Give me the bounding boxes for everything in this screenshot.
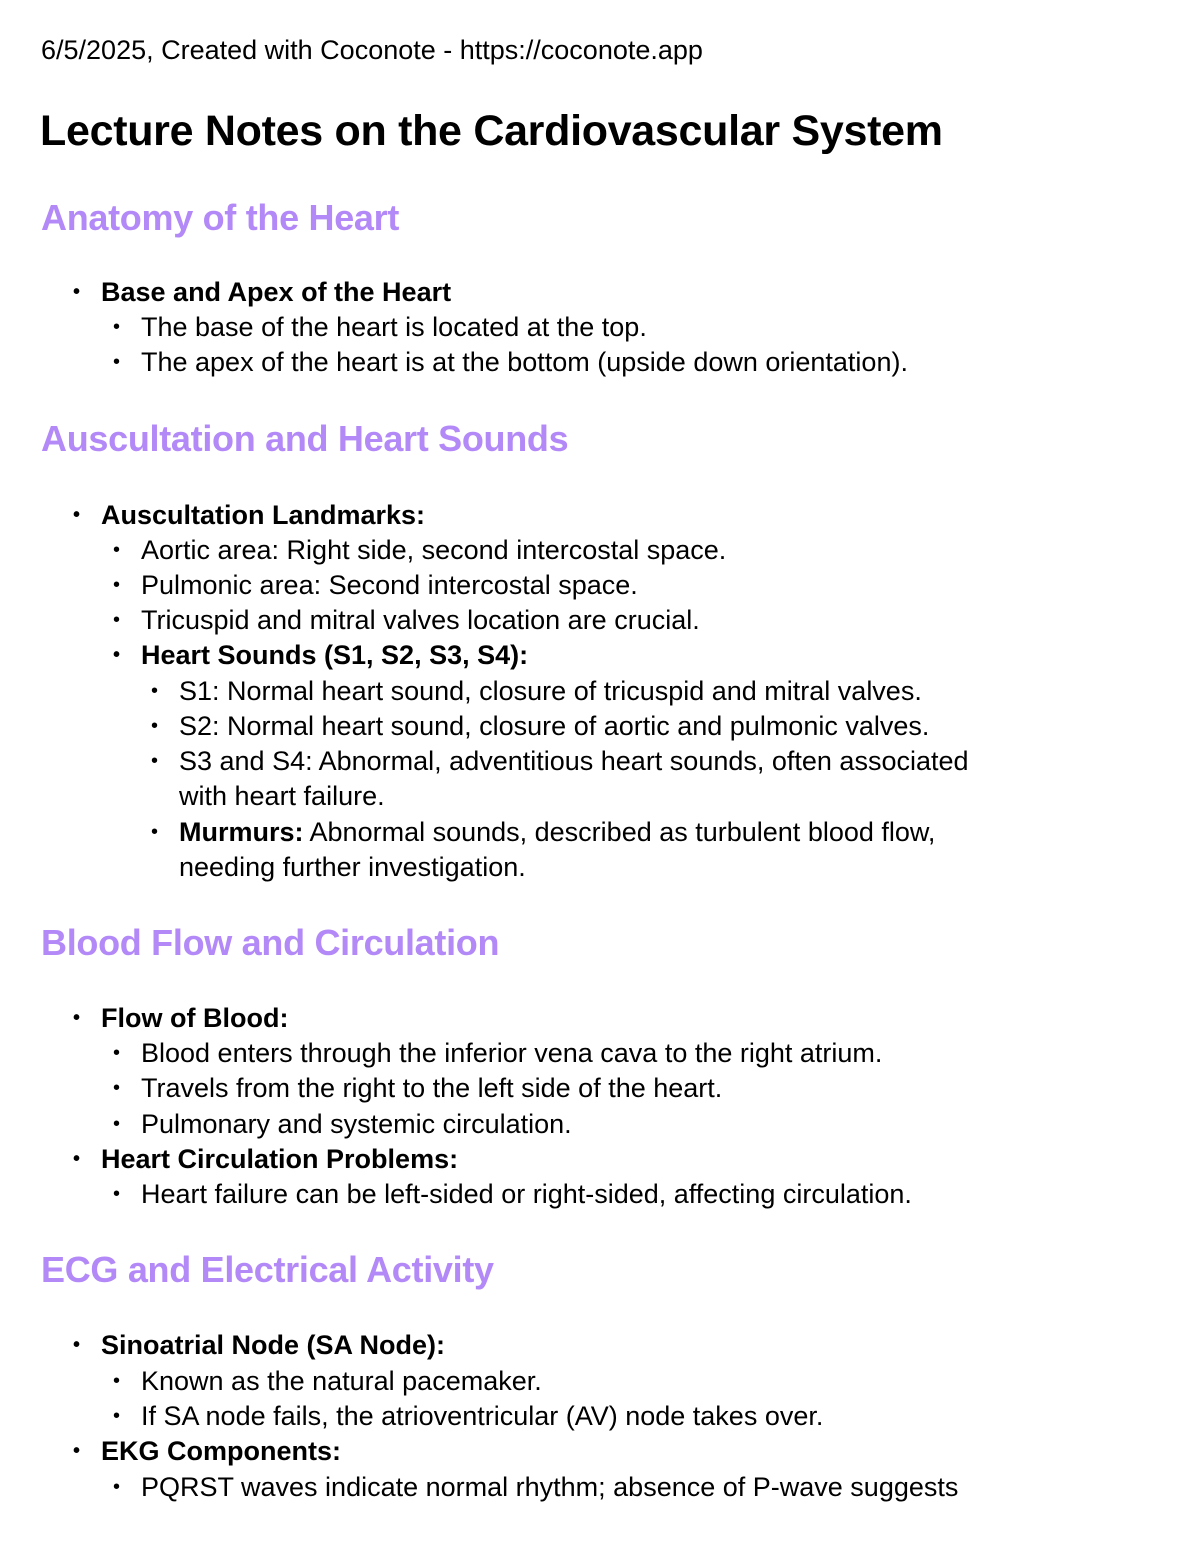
list-item: • S2: Normal heart sound, closure of aortic and pulmonic valves. xyxy=(179,709,929,744)
list-item: • S3 and S4: Abnormal, adventitious heart sounds, often associated xyxy=(179,744,969,779)
bullet-icon: • xyxy=(73,1148,81,1170)
bullet-icon: • xyxy=(113,351,121,373)
list-item: • EKG Components: xyxy=(101,1434,341,1469)
bullet-icon: • xyxy=(113,1113,121,1135)
list-item: • Aortic area: Right side, second intercostal space. xyxy=(141,533,726,568)
bullet-icon: • xyxy=(113,1077,121,1099)
list-item: • Tricuspid and mitral valves location are crucial. xyxy=(141,603,700,638)
bullet-icon: • xyxy=(113,1476,121,1498)
bullet-icon: • xyxy=(73,281,81,303)
list-item: • S1: Normal heart sound, closure of tricuspid and mitral valves. xyxy=(179,674,922,709)
list-item: • Known as the natural pacemaker. xyxy=(141,1364,542,1399)
bullet-icon: • xyxy=(113,316,121,338)
list-item: • Travels from the right to the left side of the heart. xyxy=(141,1071,722,1106)
document-title: Lecture Notes on the Cardiovascular System xyxy=(40,107,943,155)
page-header: 6/5/2025, Created with Coconote - https://coconote.app xyxy=(41,35,703,65)
bullet-icon: • xyxy=(73,1007,81,1029)
list-item: • Heart Sounds (S1, S2, S3, S4): xyxy=(141,638,528,673)
section-heading-auscultation: Auscultation and Heart Sounds xyxy=(41,418,569,459)
list-item: • PQRST waves indicate normal rhythm; absence of P-wave suggests xyxy=(141,1470,958,1505)
bullet-icon: • xyxy=(113,1042,121,1064)
list-item: • If SA node fails, the atrioventricular (AV) node takes over. xyxy=(141,1399,823,1434)
list-item-continuation: with heart failure. xyxy=(179,781,385,811)
list-item: • Auscultation Landmarks: xyxy=(101,498,425,533)
list-item: • Blood enters through the inferior vena cava to the right atrium. xyxy=(141,1036,882,1071)
bullet-icon: • xyxy=(151,750,159,772)
bullet-icon: • xyxy=(113,1183,121,1205)
list-item: • Sinoatrial Node (SA Node): xyxy=(101,1328,445,1363)
bullet-icon: • xyxy=(73,1334,81,1356)
bullet-icon: • xyxy=(151,715,159,737)
bullet-icon: • xyxy=(113,1370,121,1392)
section-heading-ecg: ECG and Electrical Activity xyxy=(41,1249,494,1290)
section-heading-blood-flow: Blood Flow and Circulation xyxy=(41,922,500,963)
list-item: • Heart failure can be left-sided or right-sided, affecting circulation. xyxy=(141,1177,912,1212)
bullet-icon: • xyxy=(113,1405,121,1427)
bullet-icon: • xyxy=(113,644,121,666)
bullet-icon: • xyxy=(151,680,159,702)
list-item: • The base of the heart is located at the top. xyxy=(141,310,647,345)
bullet-icon: • xyxy=(151,821,159,843)
list-item: • Heart Circulation Problems: xyxy=(101,1142,458,1177)
list-item-continuation: needing further investigation. xyxy=(179,852,526,882)
bullet-icon: • xyxy=(113,539,121,561)
list-item: • Base and Apex of the Heart xyxy=(101,275,451,310)
bullet-icon: • xyxy=(73,1440,81,1462)
list-item: • Murmurs: Abnormal sounds, described as turbulent blood flow, xyxy=(179,815,935,850)
bullet-icon: • xyxy=(73,504,81,526)
list-item: • The apex of the heart is at the bottom (upside down orientation). xyxy=(141,345,908,380)
list-item: • Flow of Blood: xyxy=(101,1001,288,1036)
list-item: • Pulmonary and systemic circulation. xyxy=(141,1107,572,1142)
bullet-icon: • xyxy=(113,574,121,596)
list-item: • Pulmonic area: Second intercostal space. xyxy=(141,568,638,603)
section-heading-anatomy: Anatomy of the Heart xyxy=(41,197,400,238)
bullet-icon: • xyxy=(113,609,121,631)
